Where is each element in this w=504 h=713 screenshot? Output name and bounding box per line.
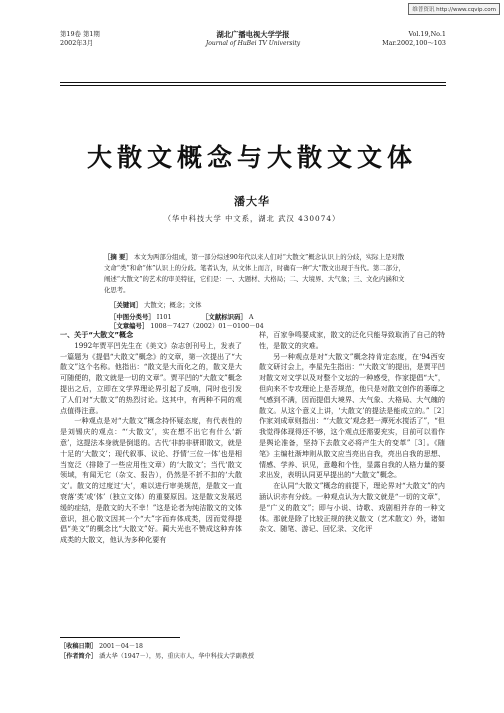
article-title: 大散文概念与大散文文体 xyxy=(86,143,417,172)
clc-field xyxy=(110,312,200,321)
body-paragraph: 一种观点是对“大散文”概念持怀疑态度，有代表性的是刘锡庆的观点：“‘大散文’，实在想不出它有什么‘新意’，这提法本身就是倒退的。古代‘非韵非骈即散文，就是十足的‘大散文’；现代叙事、议论、抒情‘三位一体’也是相当宽泛（排除了一些应用性文章）的‘大散文’；当代‘散文领域，有闻无它（杂文、报告），仍然是不折不扣的‘大散文’。散文的过度过‘大’，难以进行审美规范，是散文一直衰落‘类’或‘体’（独立文体）的重要原因。这是散文发展迟缓的症结，是散文的大不幸！”这是论者为纯洁散文的文体意识，担心散文因其一个“大”字而弃体成类，因而觉得提倡“美文”的概念比“大散文”好。蔺大光也不赞成这种弃体成类的大散文，他认为多种化要有 xyxy=(60,416,242,545)
footnotes xyxy=(60,642,254,662)
body-paragraph: 1992年贾平凹先生在《美文》杂志创刊号上，发表了一篇题为《提倡“大散文”概念》的文章，第一次提出了“大散文”这个名称。他指出：“散文是大而化之的，散文是大可随便的，散文就是一切的文章”。贾平凹的“大散文”概念提出之后，立即在文学界理论界引起了反响，同时也引发了人们对“大散文”的热烈讨论。这其中，有两种不同的观点值得注意。 xyxy=(60,340,242,415)
received-label: ［收稿日期］ xyxy=(60,643,98,650)
classification-row xyxy=(110,312,408,330)
header-rule-thick xyxy=(60,82,446,83)
running-header xyxy=(60,30,446,56)
header-rule-thin xyxy=(60,85,446,86)
vol-no-line: Vol.19,No.1 xyxy=(408,30,446,38)
footnote-rule xyxy=(60,637,180,638)
doc-code-value: A xyxy=(248,313,254,321)
bio-label: ［作者简介］ xyxy=(60,653,98,660)
abstract-text: 本文为两部分组成，第一部分综述90年代以来人们对“大散文”概念认识上的分歧，实际上是对散文命“类”和命“体”认识上的分歧。笔者认为，从文体上而言，时确有一种“大”散文出现于当代。第二部分，阐述“大散文”的艺术的审美特征，它们是：一、大题材、大格局；二、大境界、大气象；三、文化内涵和文化思考。 xyxy=(104,253,405,294)
clc-label: ［中图分类号］ xyxy=(110,313,155,321)
volume-line: 第19卷 第1期 xyxy=(60,30,100,38)
date-line: 2002年3月 xyxy=(60,39,94,47)
article-id-value: 1008－7427（2002）01－0100－04 xyxy=(150,322,264,330)
journal-title-cn: 湖北广播电视大学学报 xyxy=(216,30,290,39)
body-column-left xyxy=(60,330,242,546)
body-column-right xyxy=(259,330,445,535)
received-value: 2001－04－18 xyxy=(99,643,143,650)
pages-line: Mar.2002,100～103 xyxy=(382,39,446,47)
source-stamp: 维普资讯 http://www.cqvip.com xyxy=(408,3,500,15)
author-affiliation: （华中科技大学 中文系，湖北 武汉 430074） xyxy=(163,214,341,223)
bio-value: 潘大华（1947－），男，重庆市人，华中科技大学副教授 xyxy=(99,653,255,660)
received-date-note xyxy=(60,642,254,652)
section-heading: 一、关于“大散文”概念 xyxy=(60,330,134,339)
body-paragraph: 另一种观点是对“大散文”概念持肯定态度，在‘94西安散文研讨会上，李星先生指出：“‘大散文’的提出，是贾平凹对散文对文学以及对整个文坛的一种感受，作家提倡“大”，但向来不专攻理论上是否规范，他只是对散文创作的萎靡之气感到不满，因而提倡大境界、大气象、大格局、大气魄的散文。从这个意义上讲，‘大散文’的提法是能成立的。”［2］作家刘成章则指出：“‘大散文’观念把一潭死水搅活了”，“但我觉得体现得还不够，这个观点还需要充实，目前可以看作是舆论准备，坚持下去散文必将产生大的变革”［3］。《随笔》主编杜渐坤则从散文应当亮出自我，亮出自我的思想、情感、学养、识见，意趣和个性，显露自我的人格力量的要求出发，表明认同更早提出的“大散文”概念。 xyxy=(259,351,445,480)
abstract-label: ［摘 要］ xyxy=(104,253,132,261)
keywords-row xyxy=(110,300,408,309)
keywords-text: 大散文；概念；文体 xyxy=(144,301,202,309)
article-id-field xyxy=(110,321,264,330)
body-paragraph: 在认同“大散文”概念的前提下，理论界对“大散文”的内涵认识亦有分歧。一种观点认为大散文就是“一切的文章”，是“广义的散文”；即与小说、诗歌、戏剧相并存的一种文体。那就是除了比较正规的狭义散文（艺术散文）外，诸如杂文、随笔、游记、回忆录、文化评 xyxy=(259,481,445,534)
volume-pages xyxy=(382,30,446,48)
abstract xyxy=(104,252,408,296)
author-bio-note xyxy=(60,652,254,662)
author-name: 潘大华 xyxy=(234,195,270,208)
doc-code-label: ［文献标识码］ xyxy=(202,313,247,321)
body-paragraph: 样，百家争鸣要成家，散文的泛化只能导致取消了自己的特性，是散文的灾难。 xyxy=(259,330,445,350)
doc-code-field xyxy=(202,312,297,321)
clc-value: I101 xyxy=(156,313,172,321)
article-id-label: ［文章编号］ xyxy=(110,322,149,330)
keywords-label: ［关键词］ xyxy=(110,301,142,309)
journal-title-en: Journal of HuBei TV University xyxy=(205,40,301,47)
